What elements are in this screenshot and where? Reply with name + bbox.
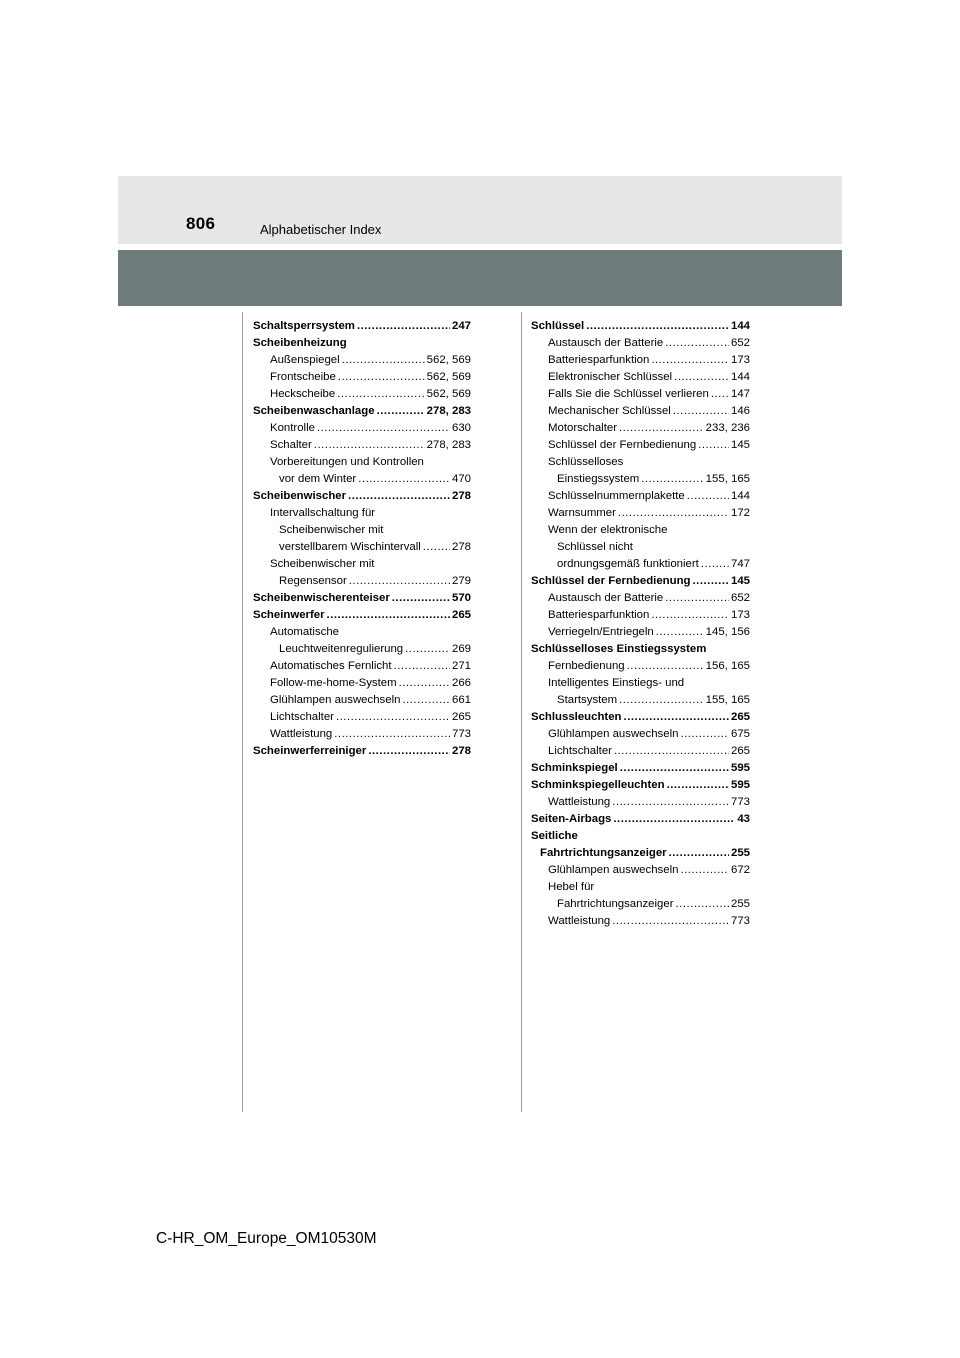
index-entry-page: 144 bbox=[730, 371, 750, 383]
index-entry-page: 278, 283 bbox=[426, 439, 471, 451]
index-entry bbox=[531, 454, 750, 471]
index-entry-term: Scheibenwischerenteiser bbox=[253, 592, 390, 604]
index-entry-page: 672 bbox=[730, 864, 750, 876]
dot-leader bbox=[651, 352, 729, 369]
index-entry bbox=[253, 505, 471, 522]
index-entry bbox=[531, 488, 750, 505]
index-entry bbox=[531, 505, 750, 522]
dot-leader bbox=[680, 726, 729, 743]
index-entry-term: Fahrtrichtungsanzeiger bbox=[540, 847, 667, 859]
dot-leader bbox=[665, 335, 729, 352]
index-entry-term: Hebel für bbox=[548, 881, 595, 893]
dot-leader bbox=[674, 369, 729, 386]
index-entry bbox=[253, 420, 471, 437]
index-entry-term: Scheibenheizung bbox=[253, 337, 347, 349]
dot-leader bbox=[613, 811, 735, 828]
index-entry bbox=[531, 913, 750, 930]
index-entry bbox=[253, 675, 471, 692]
index-entry-page: 144 bbox=[730, 490, 750, 502]
index-entry bbox=[531, 743, 750, 760]
index-entry-page: 156, 165 bbox=[705, 660, 750, 672]
index-entry-term: Wenn der elektronische bbox=[548, 524, 668, 536]
column-divider-left bbox=[242, 312, 243, 1112]
index-column-left bbox=[253, 318, 471, 760]
dot-leader bbox=[336, 709, 450, 726]
index-entry bbox=[531, 573, 750, 590]
index-entry bbox=[531, 896, 750, 913]
dot-leader bbox=[620, 760, 729, 777]
index-entry-term: Schminkspiegelleuchten bbox=[531, 779, 665, 791]
dot-leader bbox=[676, 896, 729, 913]
index-entry bbox=[253, 692, 471, 709]
page-number: 806 bbox=[186, 214, 216, 233]
index-entry bbox=[531, 726, 750, 743]
index-entry-term: Fernbedienung bbox=[548, 660, 625, 672]
column-divider-middle bbox=[521, 312, 522, 1112]
index-entry-page: 278 bbox=[451, 745, 471, 757]
index-entry bbox=[253, 607, 471, 624]
index-entry bbox=[531, 641, 750, 658]
index-entry-term: Batteriesparfunktion bbox=[548, 609, 650, 621]
index-entry bbox=[253, 522, 471, 539]
dot-leader bbox=[342, 352, 425, 369]
index-entry-term: Lichtschalter bbox=[270, 711, 334, 723]
index-entry-page: 265 bbox=[730, 745, 750, 757]
index-entry-page: 266 bbox=[451, 677, 471, 689]
dot-leader bbox=[586, 318, 729, 335]
index-entry-page: 562, 569 bbox=[426, 354, 471, 366]
index-entry-term: Schlüssel der Fernbedienung bbox=[548, 439, 697, 451]
dot-leader bbox=[392, 590, 450, 607]
index-entry-page: 145 bbox=[730, 575, 750, 587]
index-entry bbox=[531, 403, 750, 420]
header-gray-bar bbox=[118, 250, 842, 306]
dot-leader bbox=[687, 488, 729, 505]
index-entry-page: 661 bbox=[451, 694, 471, 706]
index-entry bbox=[253, 437, 471, 454]
dot-leader bbox=[669, 845, 729, 862]
index-entry bbox=[531, 352, 750, 369]
index-entry-page: 145, 156 bbox=[705, 626, 750, 638]
index-entry bbox=[531, 794, 750, 811]
index-entry bbox=[531, 556, 750, 573]
index-entry-term: Follow-me-home-System bbox=[270, 677, 397, 689]
dot-leader bbox=[357, 318, 450, 335]
index-entry-page: 173 bbox=[730, 354, 750, 366]
index-entry-term: Einstiegssystem bbox=[557, 473, 640, 485]
index-entry-term: Mechanischer Schlüssel bbox=[548, 405, 671, 417]
index-entry-term: Austausch der Batterie bbox=[548, 592, 664, 604]
index-entry-page: 172 bbox=[730, 507, 750, 519]
index-entry-term: Schlüsselloses Einstiegssystem bbox=[531, 643, 707, 655]
document-id-footer: C-HR_OM_Europe_OM10530M bbox=[156, 1230, 377, 1247]
index-entry bbox=[253, 556, 471, 573]
dot-leader bbox=[667, 777, 729, 794]
dot-leader bbox=[614, 743, 729, 760]
index-entry bbox=[531, 862, 750, 879]
index-entry-page: 173 bbox=[730, 609, 750, 621]
dot-leader bbox=[337, 386, 424, 403]
index-entry bbox=[253, 658, 471, 675]
index-entry-page: 595 bbox=[730, 762, 750, 774]
dot-leader bbox=[711, 386, 729, 403]
index-entry-term: Austausch der Batterie bbox=[548, 337, 664, 349]
index-entry-page: 247 bbox=[451, 320, 471, 332]
index-entry-term: Schlussleuchten bbox=[531, 711, 622, 723]
index-entry-term: Scheibenwischer bbox=[253, 490, 347, 502]
index-entry bbox=[531, 624, 750, 641]
index-entry-page: 146 bbox=[730, 405, 750, 417]
index-entry-page: 278 bbox=[451, 541, 471, 553]
index-entry-term: Startsystem bbox=[557, 694, 618, 706]
index-entry-term: Seitliche bbox=[531, 830, 578, 842]
dot-leader bbox=[348, 488, 450, 505]
index-entry-page: 255 bbox=[730, 898, 750, 910]
dot-leader bbox=[698, 437, 729, 454]
dot-leader bbox=[673, 403, 729, 420]
dot-leader bbox=[618, 505, 729, 522]
index-entry-page: 652 bbox=[730, 337, 750, 349]
dot-leader bbox=[665, 590, 729, 607]
index-entry-page: 595 bbox=[730, 779, 750, 791]
index-entry bbox=[531, 471, 750, 488]
index-entry bbox=[253, 743, 471, 760]
index-entry-term: Intelligentes Einstiegs- und bbox=[548, 677, 685, 689]
index-entry bbox=[531, 369, 750, 386]
index-entry bbox=[531, 675, 750, 692]
dot-leader bbox=[314, 437, 425, 454]
dot-leader bbox=[358, 471, 450, 488]
index-entry bbox=[531, 845, 750, 862]
index-entry-term: Verriegeln/Entriegeln bbox=[548, 626, 654, 638]
index-entry-term: Vorbereitungen und Kontrollen bbox=[270, 456, 424, 468]
index-entry bbox=[253, 403, 471, 420]
dot-leader bbox=[334, 726, 450, 743]
index-entry bbox=[253, 709, 471, 726]
index-entry-term: Motorschalter bbox=[548, 422, 618, 434]
index-entry-page: 271 bbox=[451, 660, 471, 672]
index-entry-term: Scheinwerfer bbox=[253, 609, 325, 621]
index-entry-term: vor dem Winter bbox=[279, 473, 357, 485]
dot-leader bbox=[377, 403, 425, 420]
dot-leader bbox=[612, 913, 729, 930]
dot-leader bbox=[405, 641, 450, 658]
index-entry bbox=[253, 318, 471, 335]
dot-leader bbox=[627, 658, 704, 675]
index-entry bbox=[531, 522, 750, 539]
dot-leader bbox=[656, 624, 704, 641]
index-entry-term: Glühlampen auswechseln bbox=[548, 728, 679, 740]
index-entry bbox=[253, 471, 471, 488]
dot-leader bbox=[317, 420, 450, 437]
index-entry bbox=[253, 624, 471, 641]
index-entry-term: Leuchtweitenregulierung bbox=[279, 643, 404, 655]
index-entry-page: 265 bbox=[451, 711, 471, 723]
index-entry-term: Batteriesparfunktion bbox=[548, 354, 650, 366]
index-entry-term: Scheibenwischer mit bbox=[279, 524, 384, 536]
header-band bbox=[118, 176, 842, 244]
index-entry bbox=[253, 590, 471, 607]
index-entry bbox=[531, 777, 750, 794]
index-entry-term: Automatische bbox=[270, 626, 340, 638]
index-entry bbox=[531, 318, 750, 335]
dot-leader bbox=[402, 692, 450, 709]
dot-leader bbox=[612, 794, 729, 811]
index-entry-page: 265 bbox=[451, 609, 471, 621]
index-entry-term: Glühlampen auswechseln bbox=[548, 864, 679, 876]
index-entry-term: Elektronischer Schlüssel bbox=[548, 371, 673, 383]
index-entry-term: Schlüssel der Fernbedienung bbox=[531, 575, 691, 587]
index-entry bbox=[531, 828, 750, 845]
index-entry bbox=[253, 386, 471, 403]
index-entry-term: Heckscheibe bbox=[270, 388, 336, 400]
index-entry-term: Intervallschaltung für bbox=[270, 507, 376, 519]
index-entry bbox=[531, 335, 750, 352]
index-entry-page: 278, 283 bbox=[426, 405, 471, 417]
index-entry-page: 255 bbox=[730, 847, 750, 859]
index-entry-term: Wattleistung bbox=[548, 915, 611, 927]
dot-leader bbox=[701, 556, 729, 573]
index-entry bbox=[253, 454, 471, 471]
index-entry-page: 570 bbox=[451, 592, 471, 604]
index-entry-term: Fahrtrichtungsanzeiger bbox=[557, 898, 674, 910]
index-entry-term: Glühlampen auswechseln bbox=[270, 694, 401, 706]
index-entry-page: 265 bbox=[730, 711, 750, 723]
index-entry-page: 630 bbox=[451, 422, 471, 434]
index-entry-term: Wattleistung bbox=[548, 796, 611, 808]
index-entry bbox=[531, 590, 750, 607]
index-entry-term: Scheinwerferreiniger bbox=[253, 745, 367, 757]
index-entry bbox=[253, 335, 471, 352]
dot-leader bbox=[641, 471, 703, 488]
index-entry bbox=[253, 573, 471, 590]
dot-leader bbox=[619, 692, 704, 709]
index-entry-page: 773 bbox=[451, 728, 471, 740]
index-entry-term: Schlüssel bbox=[531, 320, 585, 332]
index-entry-page: 773 bbox=[730, 915, 750, 927]
index-entry-page: 773 bbox=[730, 796, 750, 808]
index-entry-term: Kontrolle bbox=[270, 422, 315, 434]
index-entry-page: 155, 165 bbox=[705, 473, 750, 485]
index-entry-term: Warnsummer bbox=[548, 507, 616, 519]
index-entry-term: Lichtschalter bbox=[548, 745, 612, 757]
index-entry-term: Schminkspiegel bbox=[531, 762, 618, 774]
index-entry-page: 147 bbox=[730, 388, 750, 400]
index-entry bbox=[531, 760, 750, 777]
index-entry bbox=[253, 641, 471, 658]
index-entry-page: 269 bbox=[451, 643, 471, 655]
index-entry bbox=[531, 437, 750, 454]
index-entry-term: Frontscheibe bbox=[270, 371, 336, 383]
dot-leader bbox=[338, 369, 425, 386]
dot-leader bbox=[693, 573, 729, 590]
index-entry-term: Schlüsselnummernplakette bbox=[548, 490, 685, 502]
index-entry-term: Scheibenwischer mit bbox=[270, 558, 375, 570]
index-entry bbox=[253, 488, 471, 505]
dot-leader bbox=[651, 607, 729, 624]
index-entry bbox=[531, 692, 750, 709]
index-entry-page: 562, 569 bbox=[426, 371, 471, 383]
index-entry-page: 747 bbox=[730, 558, 750, 570]
index-entry bbox=[531, 709, 750, 726]
index-entry-page: 652 bbox=[730, 592, 750, 604]
index-entry bbox=[531, 658, 750, 675]
index-entry-page: 145 bbox=[730, 439, 750, 451]
section-title: Alphabetischer Index bbox=[260, 222, 382, 237]
index-entry-page: 155, 165 bbox=[705, 694, 750, 706]
index-entry-page: 43 bbox=[737, 813, 750, 825]
index-entry bbox=[531, 811, 750, 828]
index-entry bbox=[253, 726, 471, 743]
index-entry-page: 470 bbox=[451, 473, 471, 485]
index-entry-term: verstellbarem Wischintervall bbox=[279, 541, 421, 553]
index-entry-term: Seiten-Airbags bbox=[531, 813, 612, 825]
index-entry-page: 279 bbox=[451, 575, 471, 587]
index-entry bbox=[531, 539, 750, 556]
index-entry-term: Schlüsselloses bbox=[548, 456, 624, 468]
dot-leader bbox=[394, 658, 450, 675]
dot-leader bbox=[349, 573, 450, 590]
index-entry-term: ordnungsgemäß funktioniert bbox=[557, 558, 699, 570]
index-entry-page: 278 bbox=[451, 490, 471, 502]
index-entry-term: Schalter bbox=[270, 439, 312, 451]
dot-leader bbox=[368, 743, 450, 760]
index-entry-page: 144 bbox=[730, 320, 750, 332]
dot-leader bbox=[619, 420, 704, 437]
index-entry-term: Falls Sie die Schlüssel verlieren bbox=[548, 388, 709, 400]
dot-leader bbox=[680, 862, 729, 879]
index-entry-page: 233, 236 bbox=[705, 422, 750, 434]
index-entry-term: Automatisches Fernlicht bbox=[270, 660, 392, 672]
index-entry-term: Wattleistung bbox=[270, 728, 333, 740]
index-entry bbox=[531, 420, 750, 437]
index-entry-page: 675 bbox=[730, 728, 750, 740]
index-entry-term: Außenspiegel bbox=[270, 354, 340, 366]
index-column-right bbox=[531, 318, 750, 930]
dot-leader bbox=[399, 675, 450, 692]
index-entry bbox=[253, 369, 471, 386]
index-entry-term: Schlüssel nicht bbox=[557, 541, 633, 553]
index-entry-page: 562, 569 bbox=[426, 388, 471, 400]
index-entry bbox=[531, 879, 750, 896]
index-entry bbox=[253, 352, 471, 369]
index-entry bbox=[253, 539, 471, 556]
index-entry-term: Regensensor bbox=[279, 575, 347, 587]
dot-leader bbox=[423, 539, 450, 556]
index-entry-term: Scheibenwaschanlage bbox=[253, 405, 375, 417]
index-entry bbox=[531, 386, 750, 403]
dot-leader bbox=[327, 607, 450, 624]
dot-leader bbox=[624, 709, 729, 726]
index-entry-term: Schaltsperrsystem bbox=[253, 320, 355, 332]
index-entry bbox=[531, 607, 750, 624]
